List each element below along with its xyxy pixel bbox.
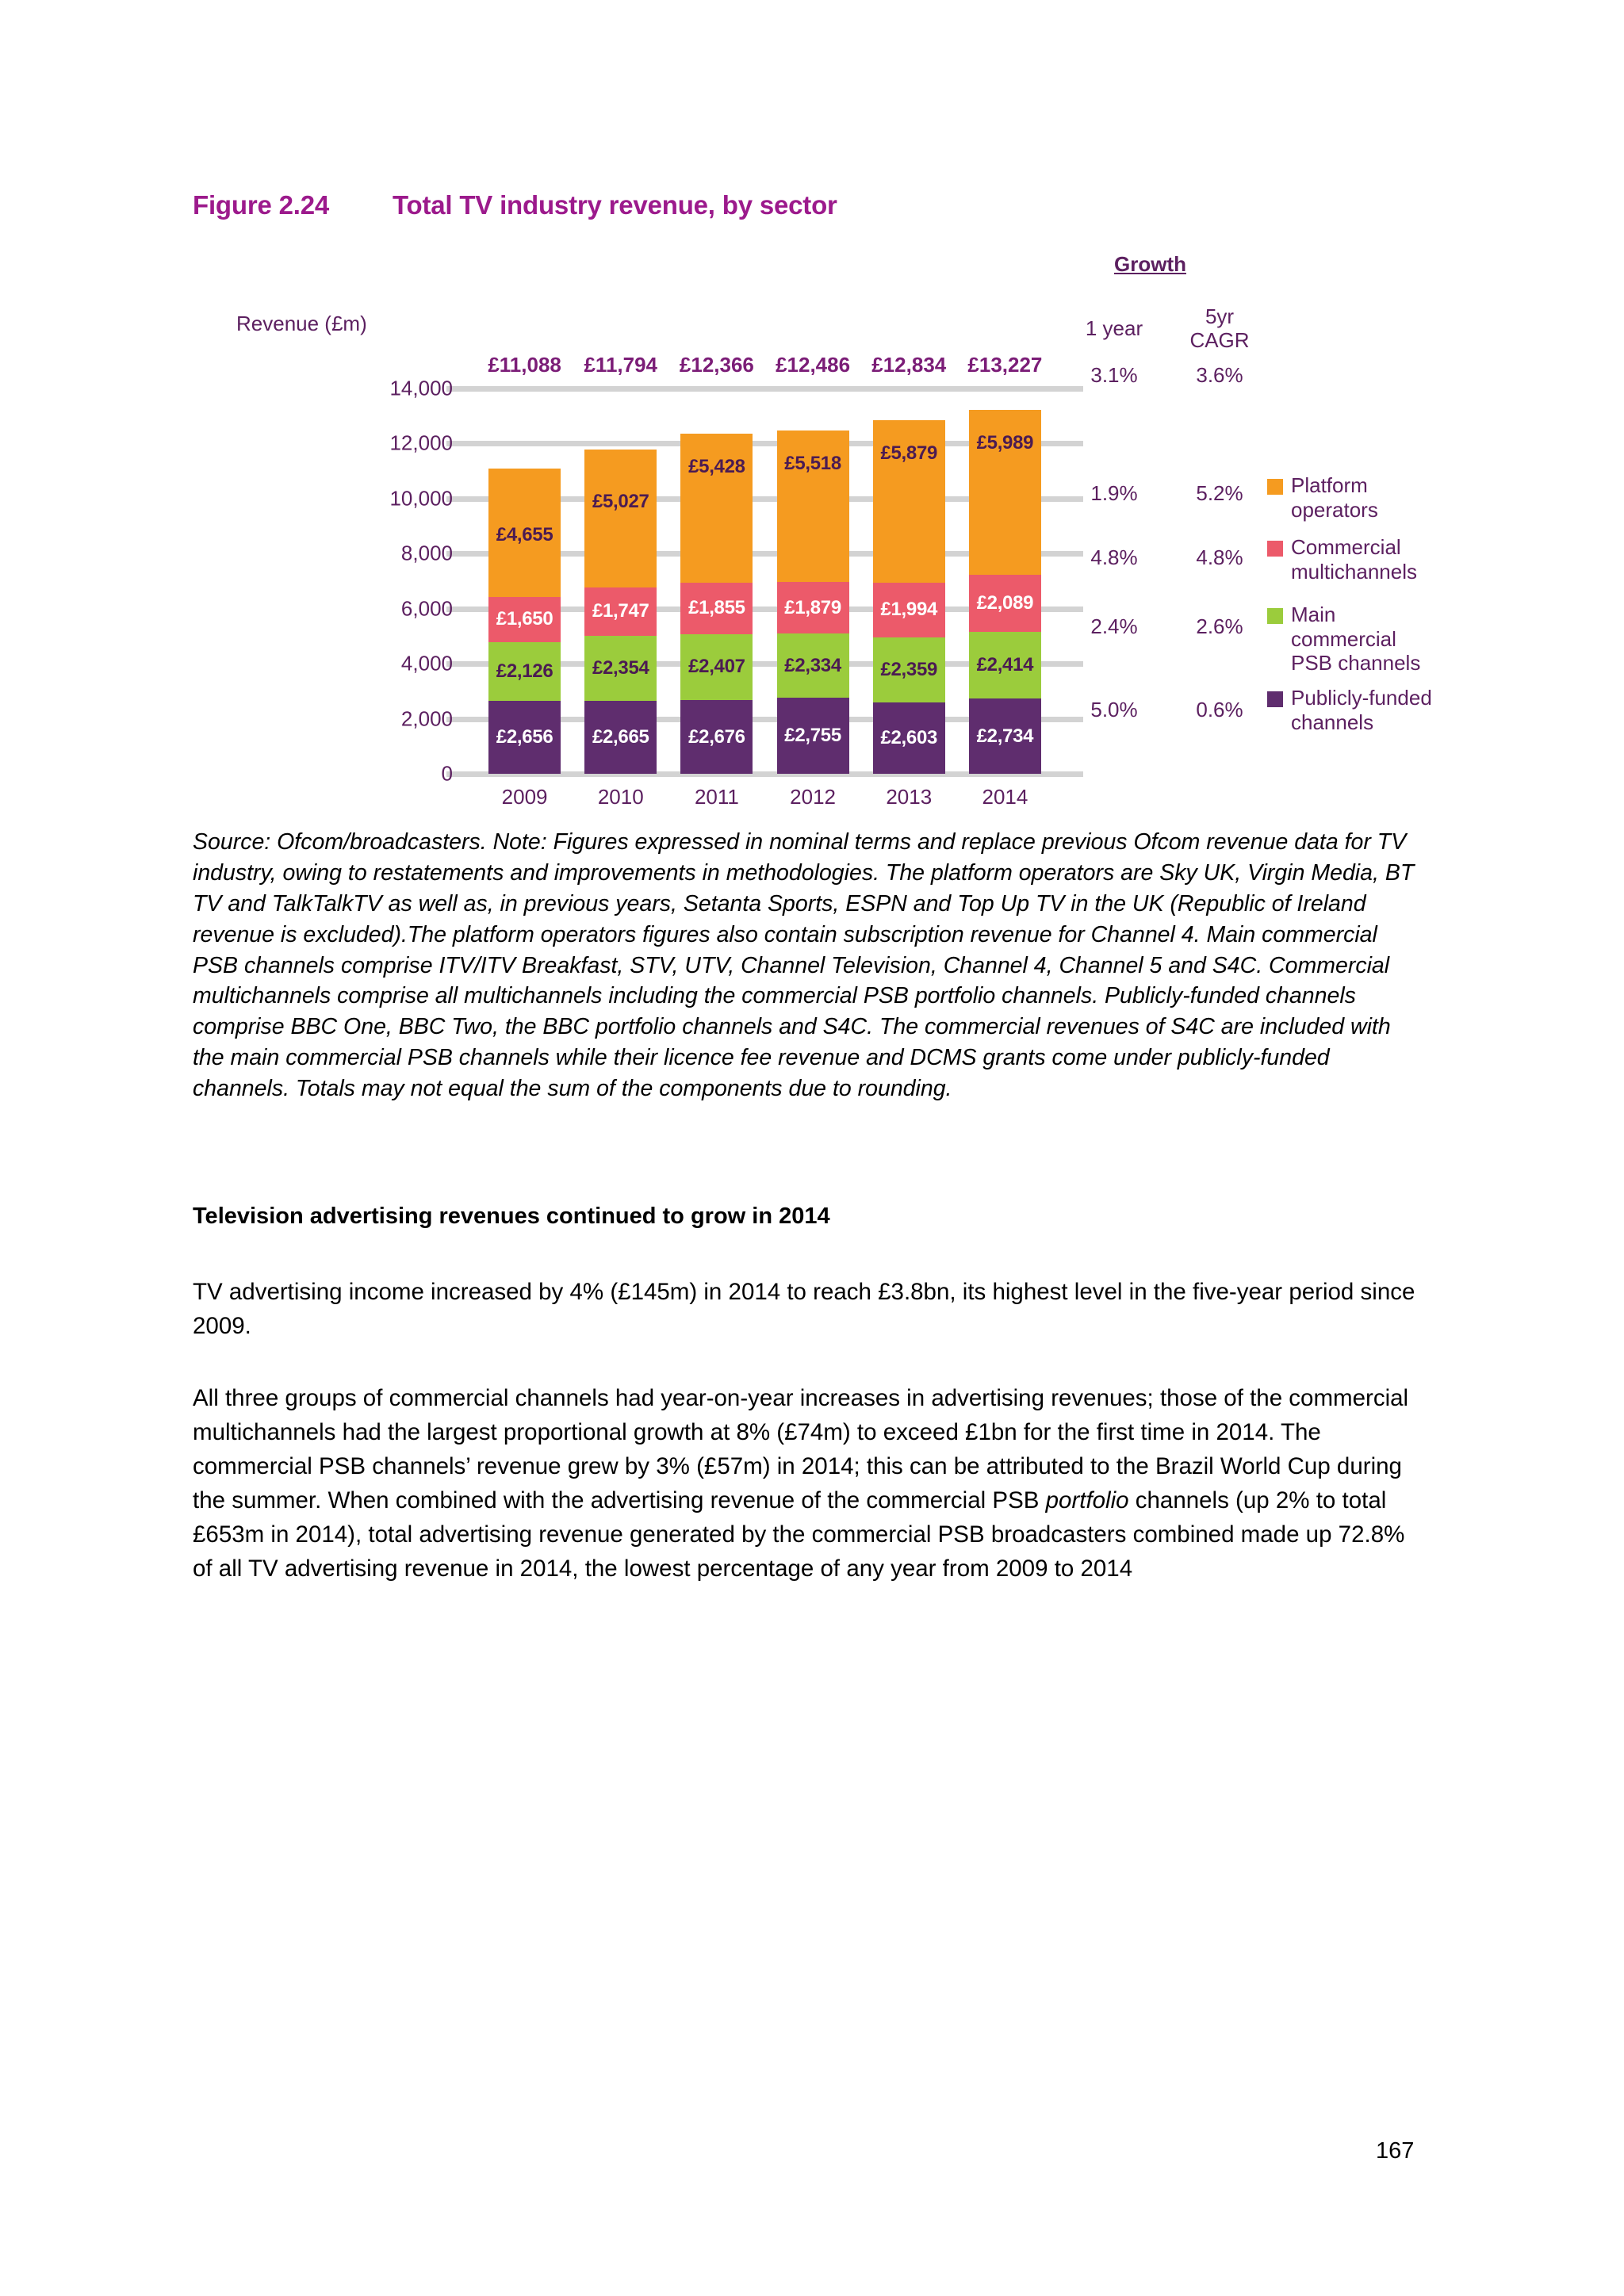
bar-segment[interactable]: [488, 469, 561, 597]
growth-cagr-value: 5.2%: [1196, 481, 1243, 505]
bar-segment[interactable]: [969, 575, 1041, 633]
growth-cagr-value: 4.8%: [1196, 545, 1243, 569]
bar-segment-label: £5,428: [688, 455, 745, 477]
bar-segment-label: £2,656: [496, 725, 553, 748]
bar-segment[interactable]: [680, 434, 753, 583]
bar-segment-label: £1,879: [784, 596, 841, 618]
legend-label-line: multichannels: [1291, 559, 1417, 584]
x-axis-tick-label: 2011: [694, 785, 739, 809]
y-axis-tick-label: 8,000: [400, 541, 453, 565]
growth-col-1year-header: 1 year: [1085, 316, 1143, 340]
bar-segment[interactable]: [680, 700, 753, 774]
bar-segment[interactable]: [873, 637, 945, 702]
figure-title: [193, 190, 837, 220]
growth-1yr-value: 5.0%: [1090, 698, 1138, 721]
legend-swatch-icon: [1267, 691, 1283, 707]
growth-1yr-value: 2.4%: [1090, 614, 1138, 638]
bar-segment[interactable]: [873, 420, 945, 582]
bar-segment[interactable]: [777, 430, 849, 583]
bar-segment[interactable]: [584, 450, 657, 588]
bar-segment-label: £2,414: [976, 654, 1034, 676]
bar-total-label: £12,366: [679, 353, 754, 377]
bar-segment[interactable]: [584, 636, 657, 701]
growth-1yr-value: 1.9%: [1090, 481, 1138, 505]
bar-segment-label: £1,747: [592, 600, 649, 622]
bar-segment-label: £1,650: [496, 608, 553, 630]
bar-segment-label: £2,407: [688, 656, 745, 678]
bar-column[interactable]: [680, 434, 753, 774]
growth-heading: Growth: [1114, 252, 1186, 276]
body-paragraph-1: TV advertising income increased by 4% (£145m) in 2014 to reach £3.8bn, its highest level in the five-year period since 2009.: [193, 1279, 1415, 1340]
bar-segment[interactable]: [873, 583, 945, 637]
bar-total-label: £11,088: [488, 353, 561, 377]
para2-part1: All three groups of commercial channels had year-on-year increases in advertising revenues; those of the commercial multichannels had the largest proportional growth at 8% (£74m) to exceed £1bn for the first time in 2014. The commercial PSB channels’ revenue grew by 3% (£57m) in 2014; this can be attributed to the Brazil World Cup during the summer. When combined with the advertising revenue of the commercial PSB: [193, 1385, 1409, 1514]
x-axis-tick-label: 2014: [982, 785, 1028, 809]
x-axis-tick-label: 2013: [886, 785, 933, 809]
legend-item[interactable]: [1267, 603, 1450, 675]
bar-segment-label: £4,655: [496, 524, 553, 546]
legend-swatch-icon: [1267, 479, 1283, 495]
bar-segment[interactable]: [680, 634, 753, 701]
page-number: 167: [1376, 2138, 1415, 2164]
bar-column[interactable]: [488, 469, 561, 774]
bar-segment-label: £2,603: [880, 726, 938, 748]
bar-column[interactable]: [969, 410, 1041, 774]
bar-segment-label: £2,359: [880, 658, 938, 680]
bar-segment-label: £2,126: [496, 660, 553, 682]
bar-column[interactable]: [873, 420, 945, 774]
bar-segment-label: £5,989: [976, 431, 1034, 453]
bar-column[interactable]: [777, 430, 849, 774]
bar-segment[interactable]: [584, 701, 657, 775]
bar-segment-label: £2,665: [592, 725, 649, 748]
bar-segment-label: £2,089: [976, 592, 1034, 614]
legend-item[interactable]: [1267, 473, 1450, 522]
bar-segment[interactable]: [969, 410, 1041, 575]
bar-segment[interactable]: [488, 701, 561, 774]
y-axis-tick-label: 12,000: [389, 430, 453, 455]
legend-swatch-icon: [1267, 608, 1283, 624]
x-axis-labels: [477, 785, 1053, 817]
bar-segment-label: £5,027: [592, 490, 649, 512]
y-axis-tick-label: 0: [441, 761, 453, 786]
figure-number: Figure 2.24: [193, 190, 330, 220]
growth-col-cagr-header: [1172, 305, 1267, 353]
legend-label-line: channels: [1291, 710, 1374, 734]
bar-segment[interactable]: [777, 582, 849, 633]
growth-cagr-line1: 5yr: [1205, 304, 1235, 328]
legend-swatch-icon: [1267, 541, 1283, 557]
para2-part2: channels (up 2% to total £653m in 2014), total advertising revenue generated by the commercial PSB broadcasters combined made up 72.8% of all TV advertising revenue in 2014, the lowest percentage of any year from 2009 to 2014: [193, 1487, 1405, 1582]
growth-cagr-value: 2.6%: [1196, 614, 1243, 638]
section-heading: Television advertising revenues continued to grow in 2014: [193, 1203, 830, 1229]
body-paragraph-2: [193, 1381, 1422, 1586]
bar-segment[interactable]: [584, 587, 657, 636]
bar-segment[interactable]: [488, 597, 561, 642]
bar-segment[interactable]: [777, 698, 849, 774]
bar-segment-label: £1,994: [880, 599, 938, 621]
bar-segment[interactable]: [969, 698, 1041, 774]
growth-cagr-line2: CAGR: [1189, 327, 1250, 352]
bar-total-label: £12,486: [776, 353, 851, 377]
y-axis-ticks: [247, 376, 453, 786]
y-axis-tick-label: 2,000: [400, 706, 453, 731]
para2-italic: portfolio: [1045, 1487, 1129, 1514]
legend-label: [1291, 603, 1450, 675]
legend-item[interactable]: [1267, 686, 1450, 734]
chart-axis-label: Revenue (£m): [236, 312, 367, 335]
x-axis-tick-label: 2012: [790, 785, 836, 809]
bar-segment-label: £2,354: [592, 656, 649, 679]
y-axis-tick-label: 14,000: [389, 376, 453, 400]
bar-segment-label: £2,334: [784, 654, 841, 676]
x-axis-tick-label: 2009: [501, 785, 548, 809]
growth-cagr-value: 0.6%: [1196, 698, 1243, 721]
legend-label-line: operators: [1291, 497, 1378, 522]
bar-segment[interactable]: [969, 632, 1041, 698]
source-note: Source: Ofcom/broadcasters. Note: Figures expressed in nominal terms and replace previous Ofcom revenue data for TV industry, owing to restatements and improvements in methodologies. The platform operators are Sky UK, Virgin Media, BT TV and TalkTalkTV as well as, in previous years, Setanta Sports, ESPN and Top Up TV in the UK (Republic of Ireland revenue is excluded).The platform operators figures also contain subscription revenue for Channel 4. Main commercial PSB channels comprise ITV/ITV Breakfast, STV, UTV, Channel Television, Channel 4, Channel 5 and S4C. Commercial multichannels comprise all multichannels including the commercial PSB portfolio channels. Publicly-funded channels comprise BBC One, BBC Two, the BBC portfolio channels and S4C. The commercial revenues of S4C are included with the main commercial PSB channels while their licence fee revenue and DCMS grants come under publicly-funded channels. Totals may not equal the sum of the components due to rounding.: [193, 829, 1415, 1102]
legend-label-line: PSB channels: [1291, 651, 1421, 675]
chart-bars: [477, 388, 1053, 774]
legend-label: [1291, 535, 1450, 584]
legend-label: [1291, 473, 1450, 522]
legend-label-line: commercial: [1291, 626, 1396, 651]
bar-segment[interactable]: [488, 642, 561, 701]
bar-segment[interactable]: [777, 633, 849, 698]
legend-label-line: Publicly-funded: [1291, 686, 1432, 710]
x-axis-tick-label: 2010: [597, 785, 644, 809]
growth-total-cagr: 3.6%: [1196, 363, 1243, 387]
bar-segment-label: £2,755: [784, 725, 841, 747]
bar-segment-label: £5,518: [784, 452, 841, 474]
figure-title-text: Total TV industry revenue, by sector: [393, 190, 837, 220]
legend-item[interactable]: [1267, 535, 1450, 584]
legend-label-line: Platform: [1291, 473, 1368, 497]
growth-1yr-value: 4.8%: [1090, 545, 1138, 569]
bar-total-label: £11,794: [584, 353, 658, 377]
chart-totals-row: [477, 353, 1053, 383]
bar-segment-label: £2,734: [976, 725, 1034, 747]
legend-label: [1291, 686, 1450, 734]
bar-total-label: £13,227: [967, 353, 1043, 377]
bar-segment[interactable]: [873, 702, 945, 774]
y-axis-tick-label: 10,000: [389, 486, 453, 511]
y-axis-tick-label: 6,000: [400, 596, 453, 621]
bar-segment-label: £1,855: [688, 597, 745, 619]
legend-label-line: Main: [1291, 603, 1336, 626]
bar-segment-label: £2,676: [688, 725, 745, 748]
bar-segment-label: £5,879: [880, 442, 938, 465]
growth-total-1yr: 3.1%: [1090, 363, 1138, 387]
y-axis-tick-label: 4,000: [400, 651, 453, 675]
bar-column[interactable]: [584, 450, 657, 774]
bar-total-label: £12,834: [871, 353, 947, 377]
bar-segment[interactable]: [680, 583, 753, 633]
legend-label-line: Commercial: [1291, 535, 1401, 559]
